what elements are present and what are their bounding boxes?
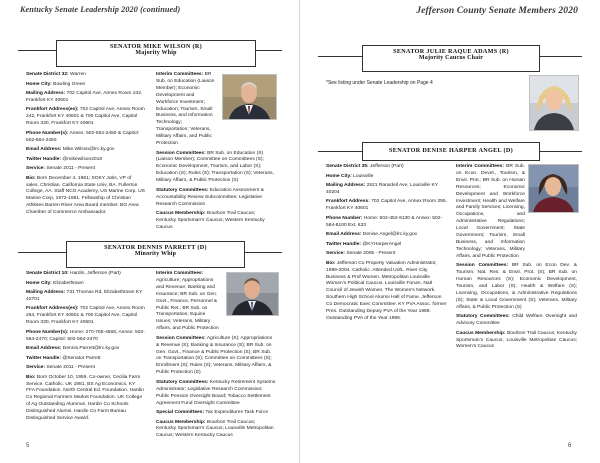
phone-number: Phone Number: Home: 502-452-9130 & Annex: 502-564-8100 Ext. 633 xyxy=(326,215,443,228)
senate-district: Senate District 10: Hardin, Jefferson (Part) xyxy=(26,271,121,276)
mailing-address: Mailing Address: 2521 Ransdell Ave, Louisville KY 40204 xyxy=(326,183,438,195)
home-city: Home City: Elizabethtown xyxy=(26,280,84,286)
bio: Bio: Born December 4, 1961; SOKY Jobs, VP of sales. Christian. California State Univ, BA. Fullerton College, AA. Staff NCO Academy, US Marine Corp. US Marine Corp, 1972-1981. Fellowship of Christian Athletes Barren River Area Board member. BG Area Chamber of Commerce Ambassador. xyxy=(26,175,145,216)
twitter-handle: Twitter Handle: @Senator Parrett xyxy=(26,355,101,361)
special-committees: Special Committees: Tax Expenditures Task Force xyxy=(156,410,269,415)
email-address: Email Address: Mike.Wilson@lrc.ky.gov xyxy=(26,147,115,153)
home-city: Home City: Bowling Green xyxy=(26,81,86,87)
mailing-address: Mailing Address: 731 Thomas Rd, Elizabethtown KY 42701 xyxy=(26,290,143,302)
phone-number: Phone Number(s): Home: 270-765-4565; Annex: 502-564-2470; Capitol: 502-564-2470 xyxy=(26,329,145,342)
header-rule-left xyxy=(18,252,66,253)
frankfort-address: Frankfort Address(es): 702 Capitol Ave, Annex Room 254, Frankfort KY 40601 & 700 Capitol Ave, Capitol Room 330, Frankfort KY 40601 xyxy=(26,306,145,326)
senator-contact-column xyxy=(26,271,145,426)
interim-committees: Interim Committees: Agriculture; Appropriations and Revenue; Banking and Insurance; BR Sub. on Gen. Govt., Finance, Personnel & Public Ret.; BR Sub. on Transportation; Equine Issues; Veterans, Military Affairs, and Public Protection xyxy=(156,271,219,332)
caucus-membership: Caucus Membership: Bourbon Trail Caucus; Kentucky Sportsman's Caucus; Western Kentucky Caucus xyxy=(156,211,265,230)
senator-title: Majority Caucus Chair xyxy=(418,55,484,61)
senate-district: Senate District 35: Jefferson (Part) xyxy=(326,164,404,169)
twitter-handle: Twitter Handle: @KYHarperAngel xyxy=(326,241,402,247)
header-rule-right xyxy=(538,151,582,152)
mailing-address: Mailing Address: 702 Capitol Ave, Annex Room 242, Frankfort KY 40601 xyxy=(26,91,143,103)
interim-committees: Interim Committees: BR Sub. on Econ. Devel., Tourism, & Envir. Prot.; BR Sub. on Human Resources; Economic Development and Workforce Investment; Health and Welfare and Family Services; Licensing, Occupations, and Administrative Regulations; Local Government; State Government; Tourism, Small Business, and Information Technology; Veterans, Military Affairs, and Public Protection xyxy=(456,164,525,259)
frankfort-address: Frankfort Address(es): 702 Capitol Ave, Annex Room 242, Frankfort KY 40601 & 700 Capitol Ave, Capitol Room 330, Frankfort KY 40601 xyxy=(26,107,145,127)
senator-header xyxy=(362,142,540,161)
home-city: Home City: Louisville xyxy=(326,173,374,179)
bio: Bio: Jefferson Co Property Valuation Administrator, 1999-2004. Catholic. Attended UofL. River City Business & Prof Women. Metropolitan Louisville Women's Political Caucus. Louisville Forum. Natl Council of Jewish Women. The Women's Network. Southern High School Alumni Hall of Fame. Jefferson Co Democratic Exec Committee. KY PVA Assoc. former Pres. Outstanding Deputy PVA of the Year 1989. Outstanding PVA of the Year 1996. xyxy=(326,260,447,321)
interim-committees: Interim Committees: BR Sub. on Education (Liaison Member); Economic Development and Workforce Investment; Education; Tourism, Small Business, and Information Technology; Transportation; Veterans, Military Affairs, and Public Protection xyxy=(156,72,215,147)
header-rule-right xyxy=(254,50,282,51)
senate-district: Senate District 32: Warren xyxy=(26,72,86,77)
senator-committees-column xyxy=(156,271,276,443)
header-rule-left xyxy=(318,151,362,152)
email-address: Email Address: Denise.Angel@lrc.ky.gov xyxy=(326,232,418,238)
service: Service: Senate 2011 - Present xyxy=(26,166,95,172)
session-committees: Session Committees: BR Sub. on Education (S) (Liaison Member); Committee on Committees (S); Economic Development, Tourism, and Labor (S); Education (S); Rules (S); Transportation (S); Veterans, Military Affairs, & Public Protection (S) xyxy=(156,150,274,184)
senator-title: Majority Whip xyxy=(135,50,177,56)
phone-number: Phone Number(s): Annex: 502-564-2450 & Capitol: 502-564-2450 xyxy=(26,130,140,143)
senator-photo xyxy=(529,75,579,131)
senator-committees-column xyxy=(156,72,274,234)
running-head: Kentucky Senate Leadership 2020 (continued) xyxy=(20,5,181,14)
bio: Bio: Born October 10, 1959. Co-owner, Cecilia Farm Service. Catholic. UK 1981, BS Ag Economics. KY FFA Foundation. North Central Ed. Foundation. Hardin Co Regional Farmers Market Foundation. UK College of Ag Outstanding Alumnus. Hardin Co Schools Distinguished Alumni. Hardin Co Farm Bureau Distinguished Service Award. xyxy=(26,374,144,422)
statutory-committees: Statutory Committees: Kentucky Retirement Systems Administrator; Legislative Research Commission; Public Pension Oversight Board; Tobacco Settlement Agreement Fund Oversight Committee xyxy=(156,379,276,406)
senator-name: SENATOR MIKE WILSON (R) xyxy=(110,43,202,50)
email-address: Email Address: Dennis.Parrett@lrc.ky.gov xyxy=(26,346,120,352)
service: Service: Senate 2011 - Present xyxy=(26,365,95,371)
page-number: 5 xyxy=(26,443,30,449)
caucus-membership: Caucus Membership: Bourbon Trail Caucus; Kentucky Sportsman's Caucus; Louisville Metropolitan Caucus; Western Kentucky Caucus xyxy=(156,419,274,439)
service: Service: Senate 2005 - Present xyxy=(326,251,396,257)
header-rule-right xyxy=(538,56,582,57)
senator-name: SENATOR JULIE RAQUE ADAMS (R) xyxy=(393,48,509,55)
session-committees: Session Committees: Agriculture (S); Appropriations & Revenue (S); Banking & Insurance (S); BR Sub. on Gen. Govt., Finance & Public Protection (S); BR Sub. on Transportation (S); Committee on Committees (S); Enrollment (S); Rules (S); Veterans, Military Affairs, & Public Protection (S) xyxy=(156,335,273,376)
senator-name: SENATOR DENNIS PARRETT (D) xyxy=(104,244,207,251)
senator-header xyxy=(56,40,256,67)
senator-committees-column xyxy=(456,164,577,354)
senator-header xyxy=(362,45,540,72)
statutory-committees: Statutory Committees: Education Assessment & Accountability Review Subcommittee; Legislative Research Commission xyxy=(156,187,264,207)
statutory-committees: Statutory Committees: Child Welfare Oversight and Advisory Committee xyxy=(456,314,577,327)
senator-name: SENATOR DENISE HARPER ANGEL (D) xyxy=(389,147,513,154)
senator-contact-column xyxy=(326,164,447,325)
senator-title: Minority Whip xyxy=(134,251,177,257)
caucus-membership: Caucus Membership: Bourbon Trail Caucus; Kentucky Sportsman's Caucus; Louisville Metropolitan Caucus; Women's Caucus xyxy=(456,330,577,350)
header-rule-right xyxy=(243,252,282,253)
session-committees: Session Committees: BR Sub. on Econ Dev. & Tourism, Nat. Res. & Envir. Prot. (S); BR Sub. on Human Resources (S); Economic Development, Tourism, and Labor (S); Health & Welfare (S); Licensing, Occupations, & Administrative Regulations (S); State & Local Government (S); Veterans, Military Affairs, & Public Protection (S) xyxy=(456,263,577,310)
running-head: Jefferson County Senate Members 2020 xyxy=(416,5,578,16)
header-rule-left xyxy=(318,56,362,57)
see-listing-note: *See listing under Senate Leadership on Page 4 xyxy=(326,80,433,86)
twitter-handle: Twitter Handle: @mikewilson2018 xyxy=(26,156,103,162)
page-number: 6 xyxy=(568,443,572,449)
senator-contact-column xyxy=(26,72,145,220)
right-page xyxy=(300,0,600,463)
senator-header xyxy=(66,241,245,268)
frankfort-address: Frankfort Address: 702 Capitol Ave, Annex Room 255, Frankfort KY 40601 xyxy=(326,199,447,212)
header-rule-left xyxy=(18,50,56,51)
